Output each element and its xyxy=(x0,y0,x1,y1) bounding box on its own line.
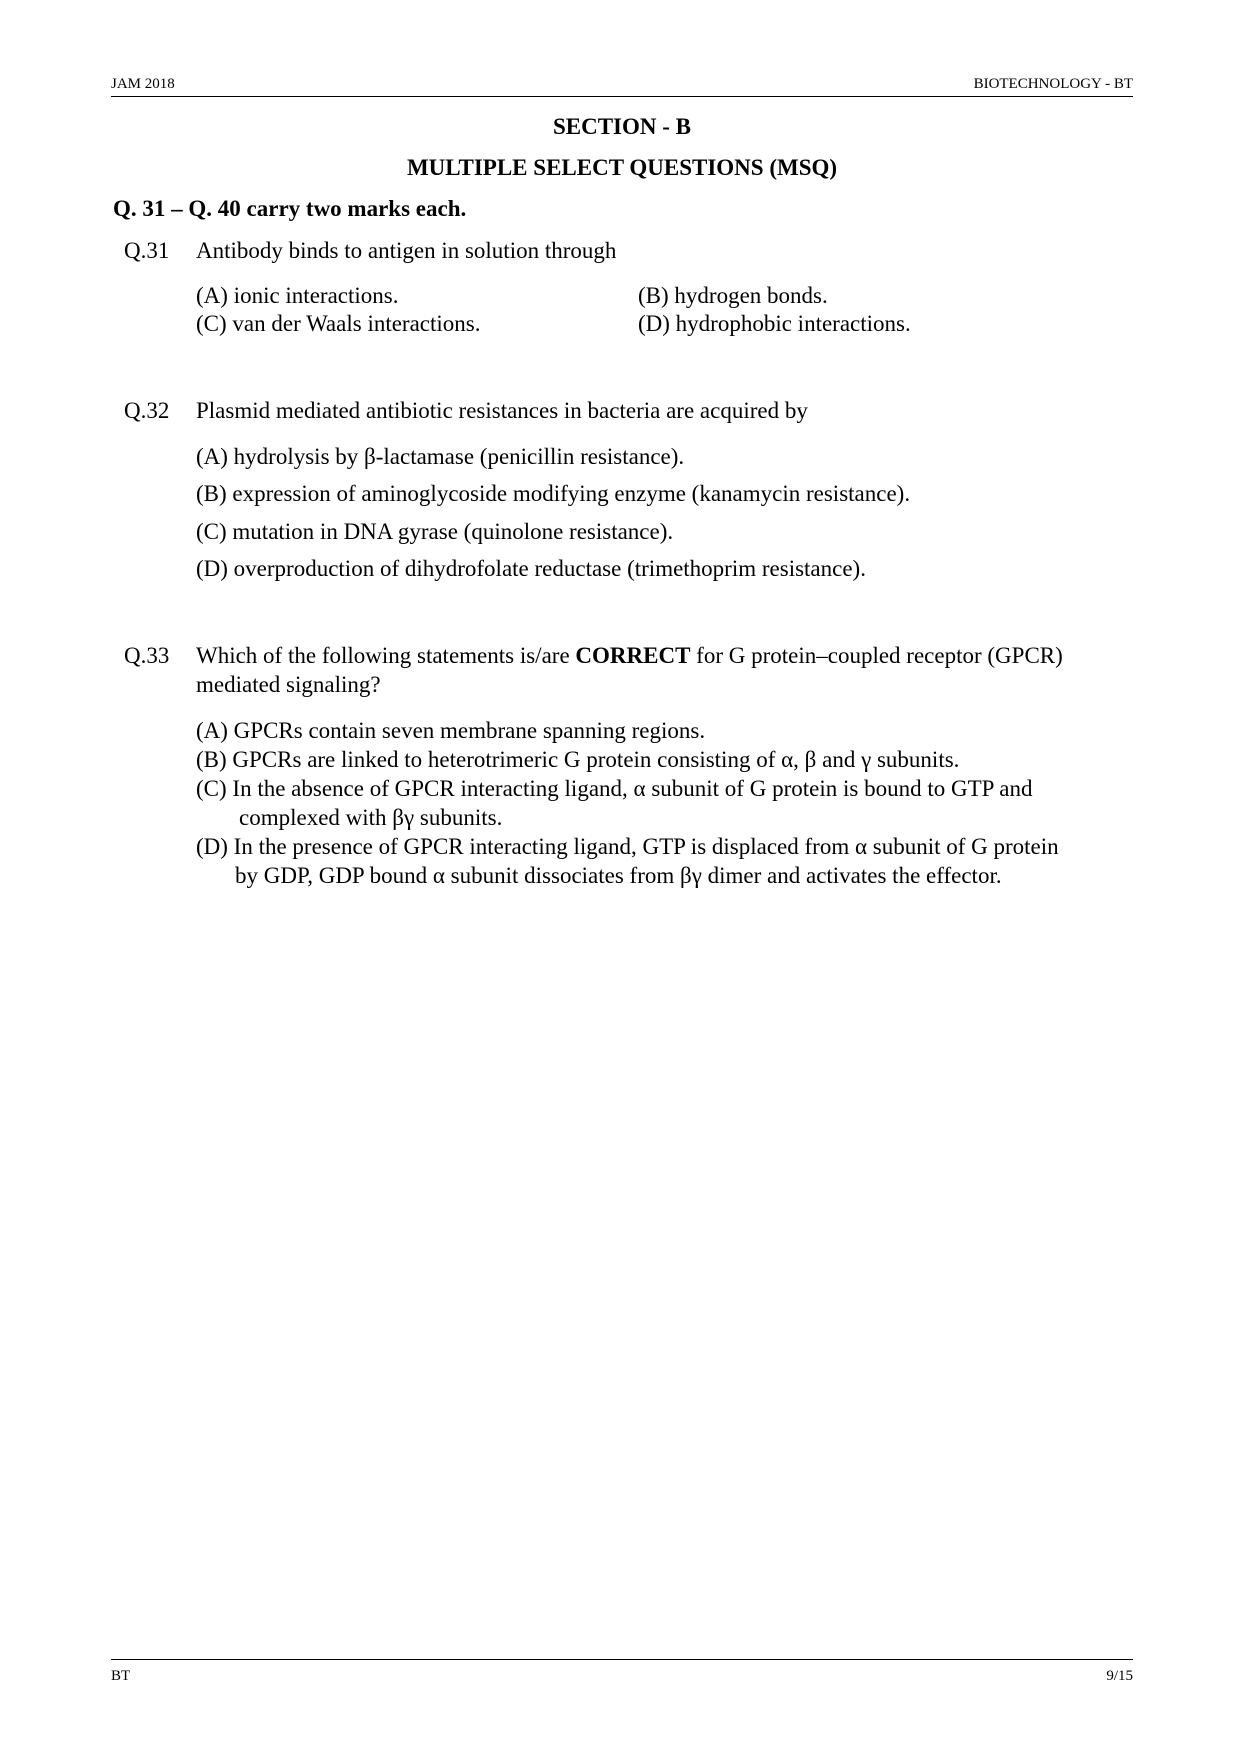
header-rule xyxy=(111,96,1133,97)
option-a: (A) ionic interactions. xyxy=(196,283,399,308)
option-d-continuation: by GDP, GDP bound α subunit dissociates from βγ dimer and activates the effector. xyxy=(235,863,1002,888)
header-exam: JAM 2018 xyxy=(111,76,175,92)
page-number: 9/15 xyxy=(1106,1668,1133,1684)
question-text-start: Which of the following statements is/are xyxy=(196,643,576,668)
question-text xyxy=(196,641,1146,699)
footer-paper-code: BT xyxy=(111,1668,131,1684)
question-number: Q.31 xyxy=(124,238,170,263)
footer-rule xyxy=(111,1659,1133,1660)
question-text-end: for G protein–coupled receptor (GPCR) mediated signaling? xyxy=(196,643,1063,697)
option-b: (B) hydrogen bonds. xyxy=(638,283,828,308)
option-b: (B) GPCRs are linked to heterotrimeric G protein consisting of α, β and γ subunits. xyxy=(196,747,960,772)
marks-instruction: Q. 31 – Q. 40 carry two marks each. xyxy=(113,196,467,221)
question-text: Antibody binds to antigen in solution through xyxy=(196,238,617,263)
option-d: (D) overproduction of dihydrofolate reductase (trimethoprim resistance). xyxy=(196,556,866,581)
question-text: Plasmid mediated antibiotic resistances in bacteria are acquired by xyxy=(196,398,808,423)
option-c: (C) In the absence of GPCR interacting ligand, α subunit of G protein is bound to GTP and xyxy=(196,776,1033,801)
option-d: (D) In the presence of GPCR interacting ligand, GTP is displaced from α subunit of G protein xyxy=(196,834,1059,859)
option-c: (C) van der Waals interactions. xyxy=(196,311,481,336)
section-subtitle: MULTIPLE SELECT QUESTIONS (MSQ) xyxy=(406,155,838,180)
question-number: Q.32 xyxy=(124,398,170,423)
option-b: (B) expression of aminoglycoside modifying enzyme (kanamycin resistance). xyxy=(196,481,911,506)
section-title: SECTION - B xyxy=(552,114,692,139)
option-c: (C) mutation in DNA gyrase (quinolone resistance). xyxy=(196,519,674,544)
header-paper: BIOTECHNOLOGY - BT xyxy=(973,76,1133,92)
option-a: (A) GPCRs contain seven membrane spanning regions. xyxy=(196,718,706,743)
question-number: Q.33 xyxy=(124,643,170,668)
emphasis-correct: CORRECT xyxy=(575,643,691,668)
option-c-continuation: complexed with βγ subunits. xyxy=(239,805,503,830)
option-a: (A) hydrolysis by β-lactamase (penicillin resistance). xyxy=(196,444,685,469)
option-d: (D) hydrophobic interactions. xyxy=(638,311,911,336)
